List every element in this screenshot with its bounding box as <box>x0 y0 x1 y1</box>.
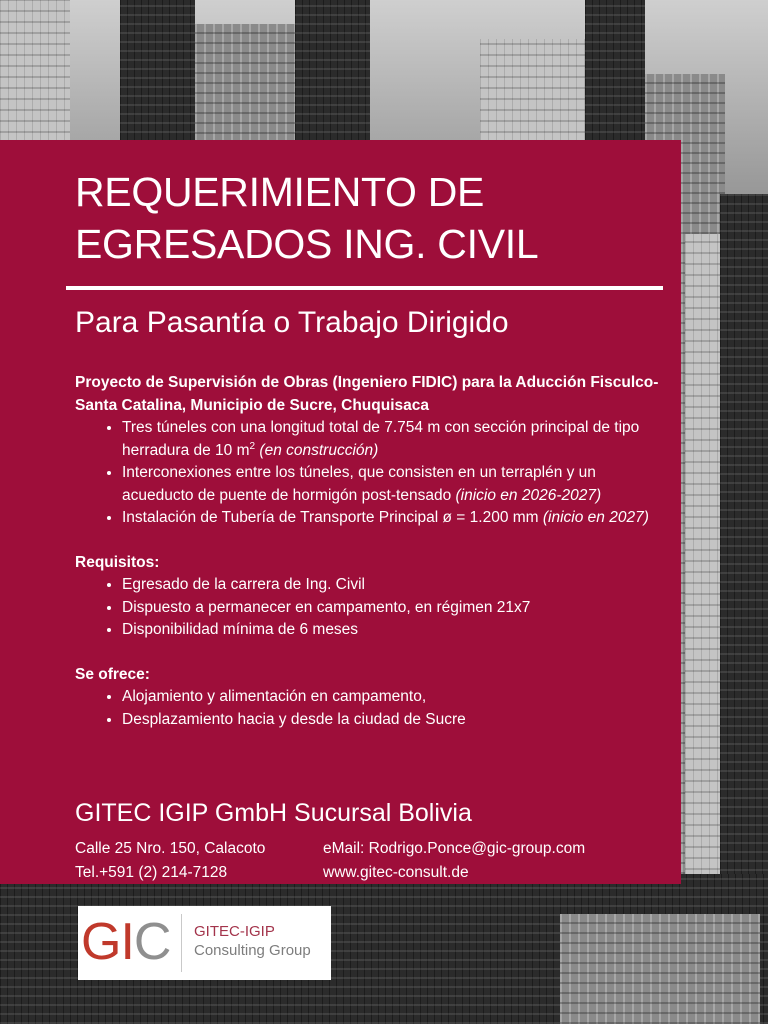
poster-title: REQUERIMIENTO DE EGRESADOS ING. CIVIL <box>75 169 539 267</box>
project-list <box>75 417 665 530</box>
list-item <box>122 507 665 530</box>
list-item: • Desplazamiento hacia y desde la ciudad de Sucre <box>122 709 665 732</box>
list-item: • Disponibilidad mínima de 6 meses <box>122 619 665 642</box>
offer-heading: Se ofrece: <box>75 665 150 683</box>
list-item <box>122 417 665 462</box>
logo-mark <box>81 908 170 976</box>
logo-letter-c: C <box>133 913 171 971</box>
list-item: • Dispuesto a permanecer en campamento, en régimen 21x7 <box>122 597 665 620</box>
website-link[interactable]: www.gitec-consult.de <box>323 864 469 881</box>
list-item-text: Tres túneles con una longitud total de 7.754 m con sección principal de tipo herradura de 10 m <box>122 419 640 459</box>
list-item-note: (inicio en 2027) <box>542 509 649 526</box>
project-heading: Proyecto de Supervisión de Obras (Ingeniero FIDIC) para la Aducción Fisculco-Santa Catalina, Municipio de Sucre, Chuquisaca <box>75 374 659 414</box>
logo-divider <box>181 914 182 972</box>
logo-name: GITEC-IGIP <box>194 923 275 940</box>
red-info-panel <box>0 140 681 884</box>
superscript: 2 <box>249 440 256 452</box>
poster-subtitle: Para Pasantía o Trabajo Dirigido <box>75 306 509 339</box>
list-item-text: Instalación de Tubería de Transporte Principal ø = 1.200 mm <box>122 509 539 526</box>
list-item: • Egresado de la carrera de Ing. Civil <box>122 574 665 597</box>
logo-letter-i: I <box>120 913 134 971</box>
list-item-note: (en construcción) <box>259 441 379 459</box>
list-item-note: (inicio en 2026-2027) <box>455 486 602 504</box>
address-text: Calle 25 Nro. 150, Calacoto <box>75 840 266 857</box>
requirements-list <box>75 574 665 642</box>
company-name: GITEC IGIP GmbH Sucursal Bolivia <box>75 799 472 827</box>
list-item <box>122 462 665 507</box>
email-link[interactable]: eMail: Rodrigo.Ponce@gic-group.com <box>323 840 586 857</box>
requirements-heading: Requisitos: <box>75 553 160 571</box>
logo-letter-g: G <box>81 913 121 971</box>
building <box>560 914 760 1024</box>
contact-address-block <box>75 837 265 885</box>
list-item-text: Interconexiones entre los túneles, que consisten en un terraplén y un acueducto de puente de hormigón post-tensado <box>122 464 596 504</box>
company-logo <box>78 906 331 980</box>
spacer <box>75 530 665 552</box>
spacer <box>75 642 665 664</box>
contact-online-block <box>323 837 585 885</box>
title-divider <box>66 286 663 290</box>
list-item: • Alojamiento y alimentación en campamento, <box>122 686 665 709</box>
poster-body <box>75 372 665 731</box>
offer-list <box>75 686 665 731</box>
phone-text: Tel.+591 (2) 214-7128 <box>75 864 228 881</box>
logo-tagline: Consulting Group <box>194 942 311 959</box>
